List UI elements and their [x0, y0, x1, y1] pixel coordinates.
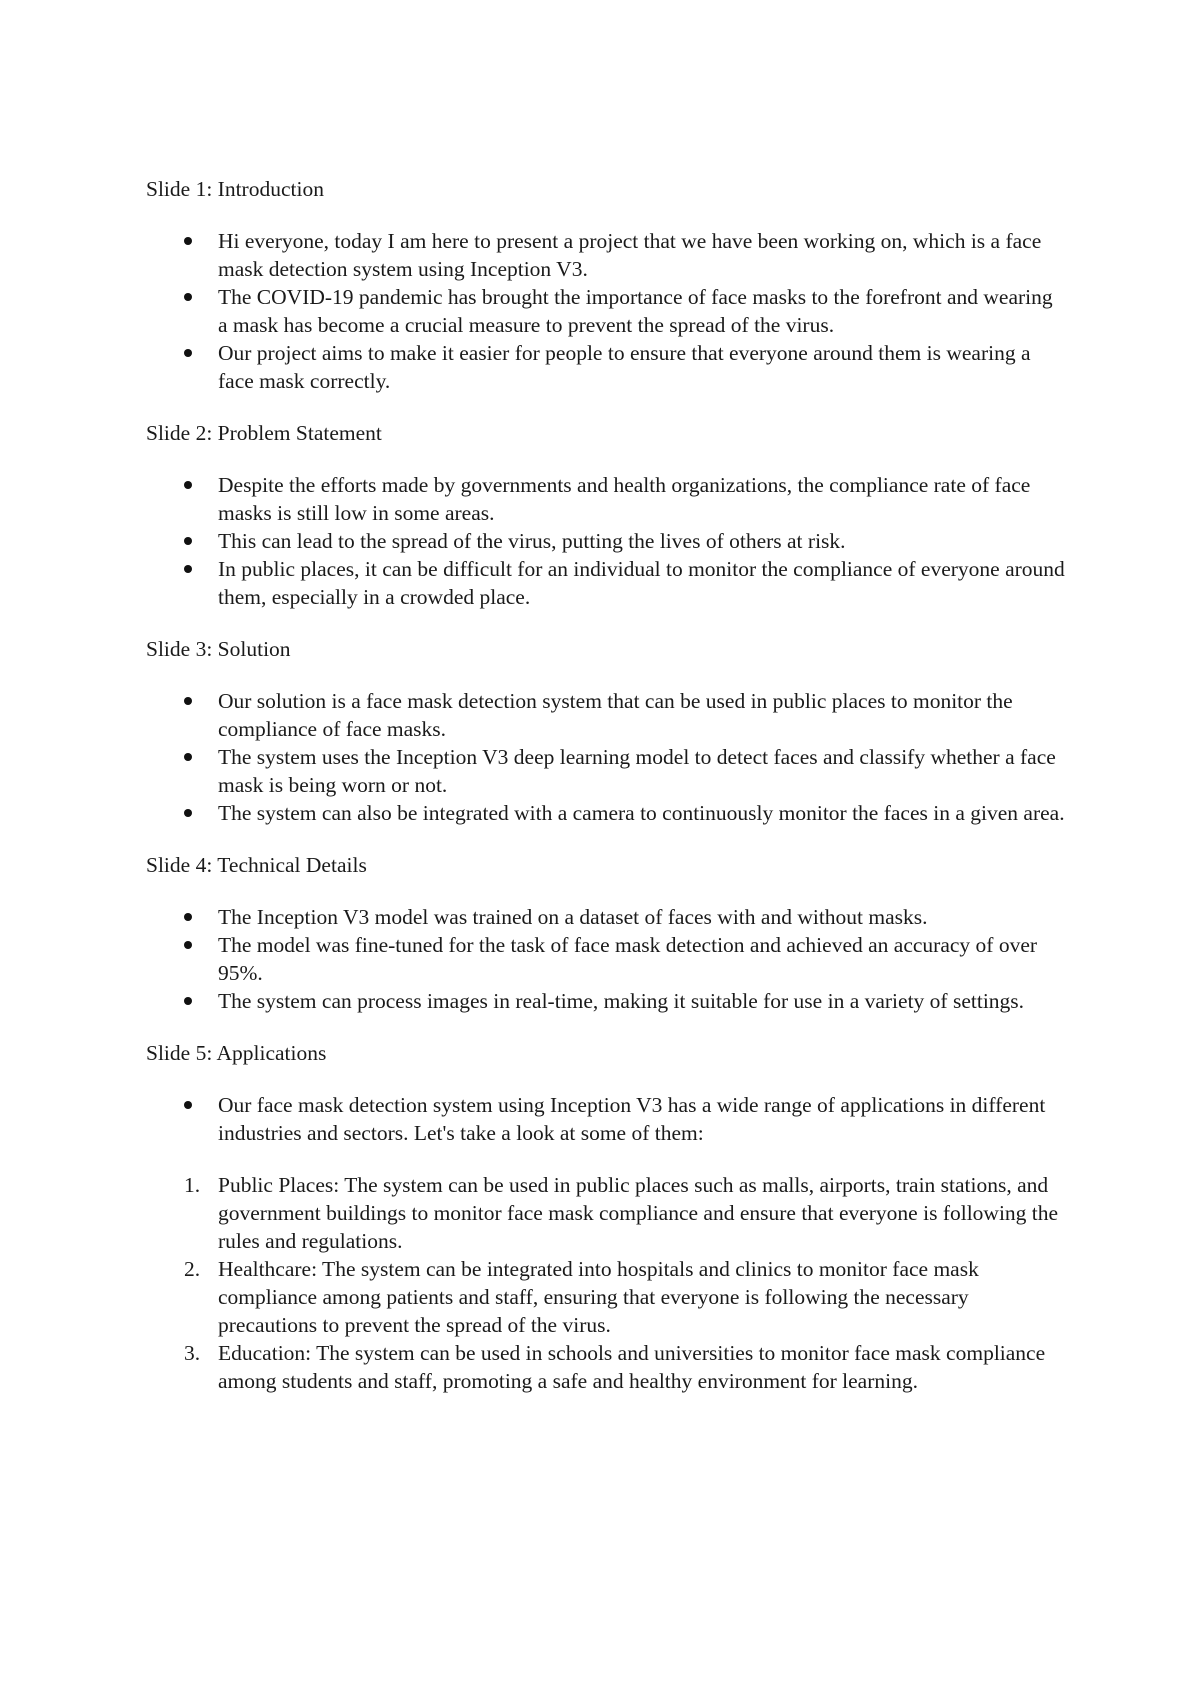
item-number: 2. — [184, 1257, 201, 1281]
item-text: Public Places: The system can be used in public places such as malls, airports, train stations, and government buildings to monitor face mask compliance and ensure that everyone is following the rules and regulations. — [218, 1173, 1059, 1253]
slide-2-section — [146, 419, 1066, 611]
list-item: Our project aims to make it easier for people to ensure that everyone around them is wearing a face mask correctly. — [146, 339, 1066, 395]
item-text: Healthcare: The system can be integrated into hospitals and clinics to monitor face mask compliance among patients and staff, ensuring that everyone is following the necessary precautions to prevent the spread of the virus. — [218, 1257, 979, 1337]
list-item: The system can process images in real-time, making it suitable for use in a variety of settings. — [146, 987, 1066, 1015]
list-item: The Inception V3 model was trained on a dataset of faces with and without masks. — [146, 903, 1066, 931]
slide-4-title: Slide 4: Technical Details — [146, 853, 367, 877]
numbered-item — [146, 1171, 1066, 1255]
list-item: This can lead to the spread of the virus, putting the lives of others at risk. — [146, 527, 1066, 555]
numbered-item — [146, 1255, 1066, 1339]
slide-1-bullet-list — [146, 227, 1066, 395]
slide-4-section — [146, 851, 1066, 1015]
slide-1-section — [146, 175, 1066, 395]
list-item: In public places, it can be difficult for an individual to monitor the compliance of everyone around them, especially in a crowded place. — [146, 555, 1066, 611]
list-item: The system uses the Inception V3 deep learning model to detect faces and classify whether a face mask is being worn or not. — [146, 743, 1066, 799]
list-item: Our face mask detection system using Inception V3 has a wide range of applications in different industries and sectors. Let's take a look at some of them: — [146, 1091, 1066, 1147]
slide-3-section — [146, 635, 1066, 827]
slide-5-bullet-list — [146, 1091, 1066, 1147]
item-text: Education: The system can be used in schools and universities to monitor face mask compliance among students and staff, promoting a safe and healthy environment for learning. — [218, 1341, 1046, 1393]
item-number: 1. — [184, 1173, 201, 1197]
list-item: Despite the efforts made by governments and health organizations, the compliance rate of face masks is still low in some areas. — [146, 471, 1066, 527]
slide-4-bullet-list — [146, 903, 1066, 1015]
slide-2-title: Slide 2: Problem Statement — [146, 421, 382, 445]
slide-2-bullet-list — [146, 471, 1066, 611]
list-item: Hi everyone, today I am here to present a project that we have been working on, which is a face mask detection system using Inception V3. — [146, 227, 1066, 283]
list-item: The system can also be integrated with a camera to continuously monitor the faces in a given area. — [146, 799, 1066, 827]
list-item: The model was fine-tuned for the task of face mask detection and achieved an accuracy of over 95%. — [146, 931, 1066, 987]
document-page — [146, 175, 1066, 1419]
slide-5-section — [146, 1039, 1066, 1395]
slide-3-bullet-list — [146, 687, 1066, 827]
slide-3-title: Slide 3: Solution — [146, 637, 291, 661]
slide-5-numbered-list — [146, 1171, 1066, 1395]
slide-1-title: Slide 1: Introduction — [146, 177, 324, 201]
list-item: Our solution is a face mask detection system that can be used in public places to monitor the compliance of face masks. — [146, 687, 1066, 743]
slide-5-title: Slide 5: Applications — [146, 1041, 327, 1065]
numbered-item — [146, 1339, 1066, 1395]
item-number: 3. — [184, 1341, 201, 1365]
list-item: The COVID-19 pandemic has brought the importance of face masks to the forefront and wearing a mask has become a crucial measure to prevent the spread of the virus. — [146, 283, 1066, 339]
